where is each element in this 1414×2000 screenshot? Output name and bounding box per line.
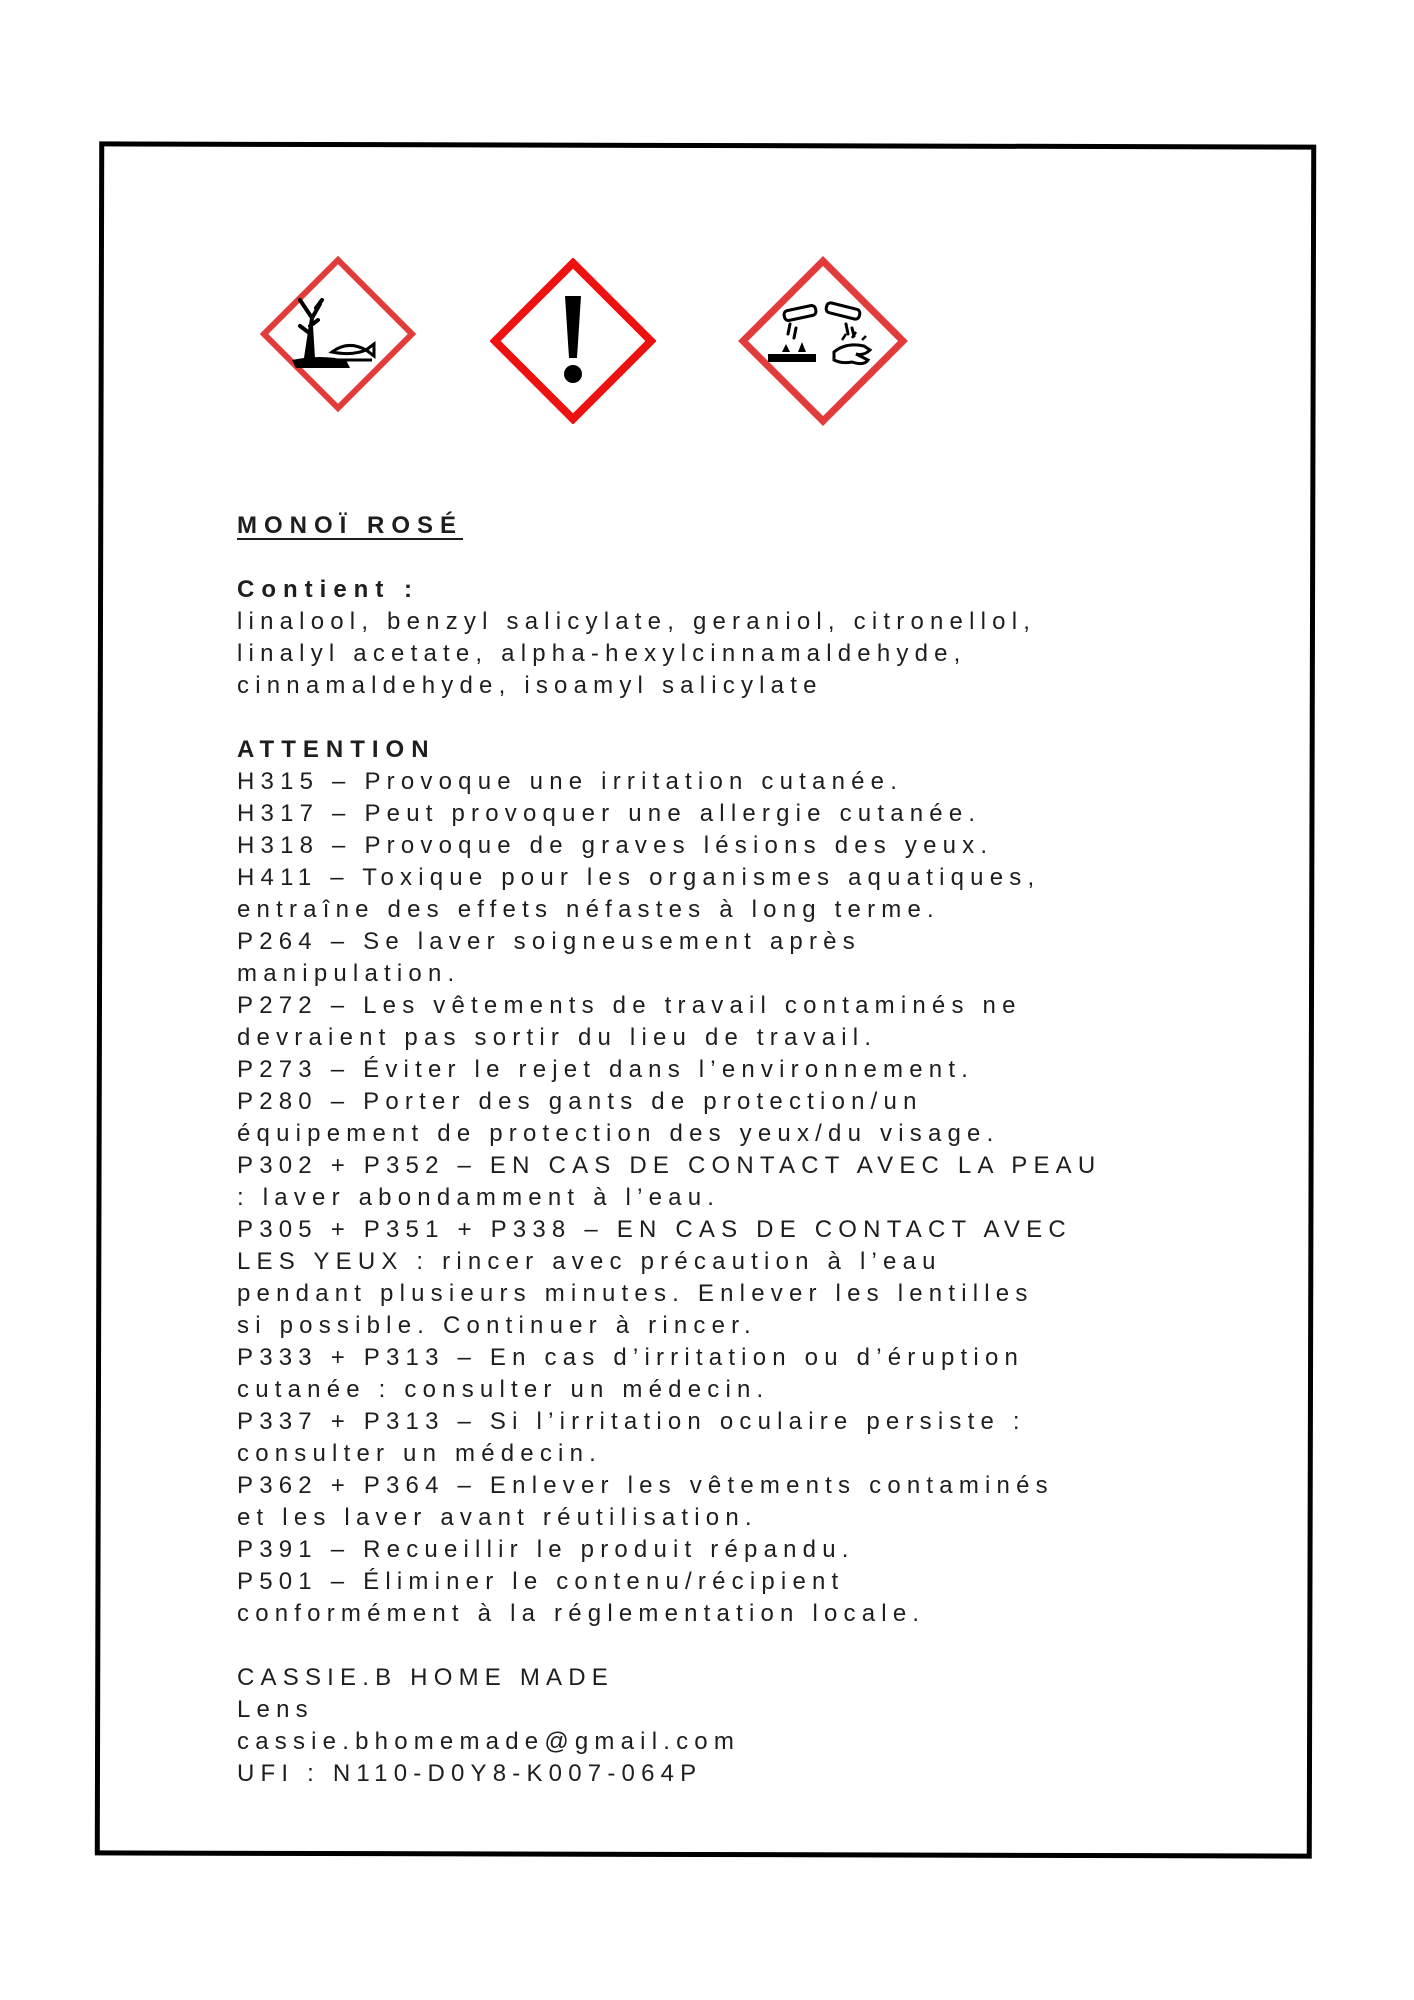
hazard-statement-line: H317 – Peut provoquer une allergie cutanée. <box>237 800 982 827</box>
contains-line: linalool, benzyl salicylate, geraniol, citronellol, <box>237 608 1037 635</box>
hazard-statement-line: P305 + P351 + P338 – EN CAS DE CONTACT AVEC <box>237 1216 1072 1243</box>
hazard-statement-line: entraîne des effets néfastes à long terme. <box>237 896 940 923</box>
contact-line: CASSIE.B HOME MADE <box>237 1664 614 1691</box>
hazard-statement-line: P337 + P313 – Si l’irritation oculaire persiste : <box>237 1408 1026 1435</box>
hazard-statement-line: P333 + P313 – En cas d’irritation ou d’éruption <box>237 1344 1025 1371</box>
hazard-statement-line: devraient pas sortir du lieu de travail. <box>237 1024 878 1051</box>
contact-line: cassie.bhomemade@gmail.com <box>237 1728 741 1755</box>
hazard-statement-line: P272 – Les vêtements de travail contaminés ne <box>237 992 1022 1019</box>
hazard-statement-line: manipulation. <box>237 960 461 987</box>
contains-line: cinnamaldehyde, isoamyl salicylate <box>237 672 823 699</box>
contact-line: Lens <box>237 1696 314 1723</box>
hazard-statement-line: et les laver avant réutilisation. <box>237 1504 758 1531</box>
product-title: MONOÏ ROSÉ <box>237 512 464 539</box>
corrosion-icon <box>738 256 908 426</box>
hazard-statement-line: H318 – Provoque de graves lésions des yeux. <box>237 832 994 859</box>
exclamation-mark-icon <box>490 258 656 424</box>
hazard-statement-line: LES YEUX : rincer avec précaution à l’eau <box>237 1248 942 1275</box>
hazard-statement-line: consulter un médecin. <box>237 1440 602 1467</box>
hazard-statement-line: H411 – Toxique pour les organismes aquatiques, <box>237 864 1041 891</box>
warning-heading: ATTENTION <box>237 736 436 763</box>
hazard-statement-line: pendant plusieurs minutes. Enlever les lentilles <box>237 1280 1034 1307</box>
environment-hazard-icon <box>260 256 416 412</box>
label-text <box>237 510 1257 1790</box>
hazard-statement-line: : laver abondamment à l’eau. <box>237 1184 721 1211</box>
hazard-statement-line: P501 – Éliminer le contenu/récipient <box>237 1568 845 1595</box>
hazard-statement-line: P280 – Porter des gants de protection/un <box>237 1088 923 1115</box>
hazard-statement-line: H315 – Provoque une irritation cutanée. <box>237 768 904 795</box>
contains-heading: Contient : <box>237 576 419 603</box>
hazard-statement-line: si possible. Continuer à rincer. <box>237 1312 757 1339</box>
contains-line: linalyl acetate, alpha-hexylcinnamaldehyde, <box>237 640 967 667</box>
hazard-statement-line: P264 – Se laver soigneusement après <box>237 928 861 955</box>
hazard-statement-line: cutanée : consulter un médecin. <box>237 1376 770 1403</box>
hazard-statement-line: équipement de protection des yeux/du visage. <box>237 1120 1000 1147</box>
hazard-statement-line: P391 – Recueillir le produit répandu. <box>237 1536 855 1563</box>
hazard-statement-line: P273 – Éviter le rejet dans l’environnement. <box>237 1056 975 1083</box>
hazard-statement-line: P302 + P352 – EN CAS DE CONTACT AVEC LA PEAU <box>237 1152 1102 1179</box>
contact-line: UFI : N110-D0Y8-K007-064P <box>237 1760 703 1787</box>
hazard-statement-line: conformément à la réglementation locale. <box>237 1600 926 1627</box>
hazard-statement-line: P362 + P364 – Enlever les vêtements contaminés <box>237 1472 1054 1499</box>
